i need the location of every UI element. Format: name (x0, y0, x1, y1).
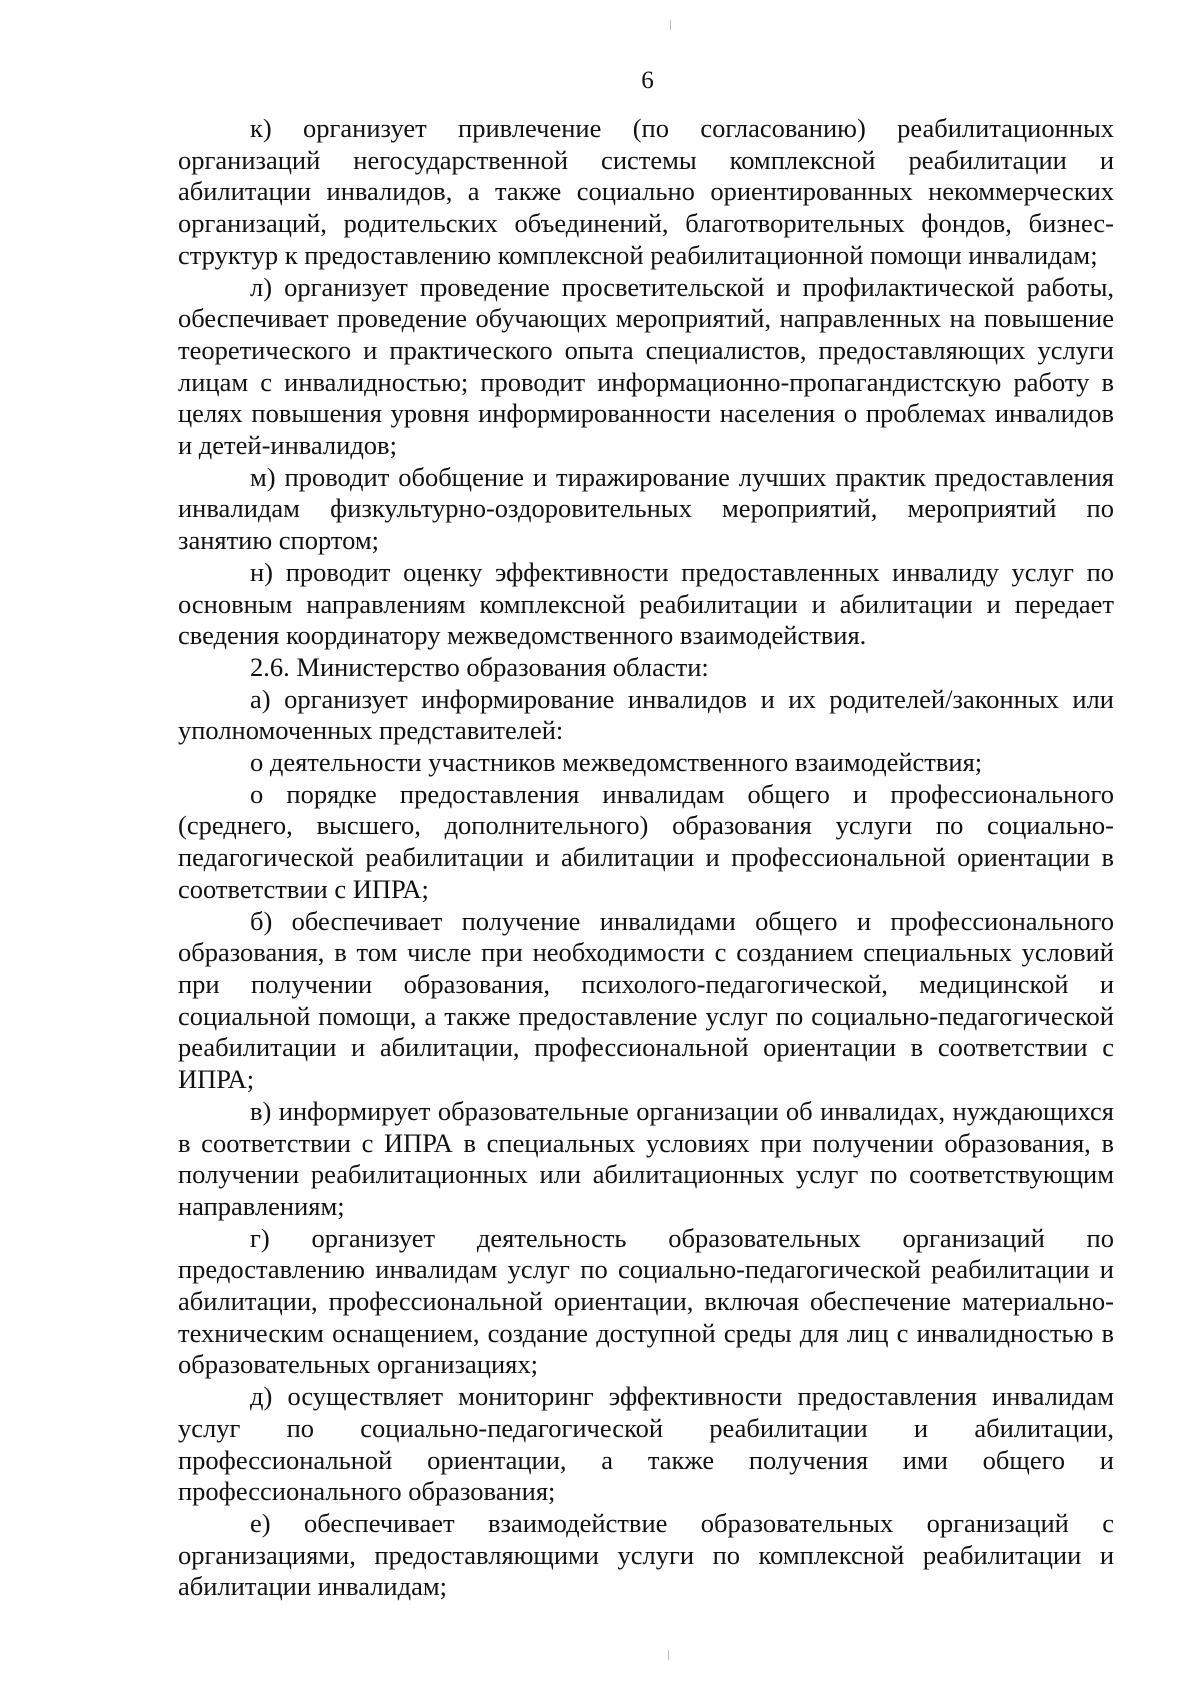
paragraph-v: в) информирует образовательные организации об инвалидах, нуждающихся в соответствии с ИПРА в специальных условиях при получении образования, в получении реабилитационных или абилитационных услуг по соответствующим направлениям; (178, 1095, 1114, 1221)
paragraph-l: л) организует проведение просветительской и профилактической работы, обеспечивает проведение обучающих мероприятий, направленных на повышение теоретического и практического опыта специалистов, предоставляющих услуги лицам с инвалидностью; проводит информационно-пропагандистскую работу в целях повышения уровня информированности населения о проблемах инвалидов и детей-инвалидов; (178, 271, 1114, 461)
paragraph-k: к) организует привлечение (по согласованию) реабилитационных организаций негосударственной системы комплексной реабилитации и абилитации инвалидов, а также социально ориентированных некоммерческих организаций, родительских объединений, благотворительных фондов, бизнес-структур к предоставлению комплексной реабилитационной помощи инвалидам; (178, 113, 1114, 270)
paragraph-a-item-2: о порядке предоставления инвалидам общего и профессионального (среднего, высшего, дополнительного) образования услуги по социально-педагогической реабилитации и абилитации и профессиональной ориентации в соответствии с ИПРА; (178, 778, 1114, 904)
page-number: 6 (641, 67, 654, 94)
paragraph-a-item-1: о деятельности участников межведомственного взаимодействия; (250, 747, 983, 778)
scan-artifact-mark (668, 1650, 669, 1660)
document-body (178, 113, 1114, 1603)
paragraph-a: а) организует информирование инвалидов и их родителей/законных или уполномоченных представителей: (178, 683, 1114, 746)
paragraph-n: н) проводит оценку эффективности предоставленных инвалиду услуг по основным направлениям комплексной реабилитации и абилитации и передает сведения координатору межведомственного взаимодействия. (178, 556, 1114, 651)
paragraph-d: д) осуществляет мониторинг эффективности предоставления инвалидам услуг по социально-педагогической реабилитации и абилитации, профессиональной ориентации, а также получения ими общего и профессионального образования; (178, 1381, 1114, 1507)
paragraph-m: м) проводит обобщение и тиражирование лучших практик предоставления инвалидам физкультурно-оздоровительных мероприятий, мероприятий по занятию спортом; (178, 461, 1114, 556)
scan-artifact-mark (670, 20, 671, 30)
section-heading-2-6: 2.6. Министерство образования области: (250, 651, 709, 682)
paragraph-g: г) организует деятельность образовательных организаций по предоставлению инвалидам услуг по социально-педагогической реабилитации и абилитации, профессиональной ориентации, включая обеспечение материально-техническим оснащением, создание доступной среды для лиц с инвалидностью в образовательных организациях; (178, 1222, 1114, 1380)
paragraph-b: б) обеспечивает получение инвалидами общего и профессионального образования, в том числе при необходимости с созданием специальных условий при получении образования, психолого-педагогической, медицинской и социальной помощи, а также предоставление услуг по социально-педагогической реабилитации и абилитации, профессиональной ориентации в соответствии с ИПРА; (178, 905, 1114, 1095)
paragraph-e: е) обеспечивает взаимодействие образовательных организаций с организациями, предоставляющими услуги по комплексной реабилитации и абилитации инвалидам; (178, 1507, 1114, 1602)
